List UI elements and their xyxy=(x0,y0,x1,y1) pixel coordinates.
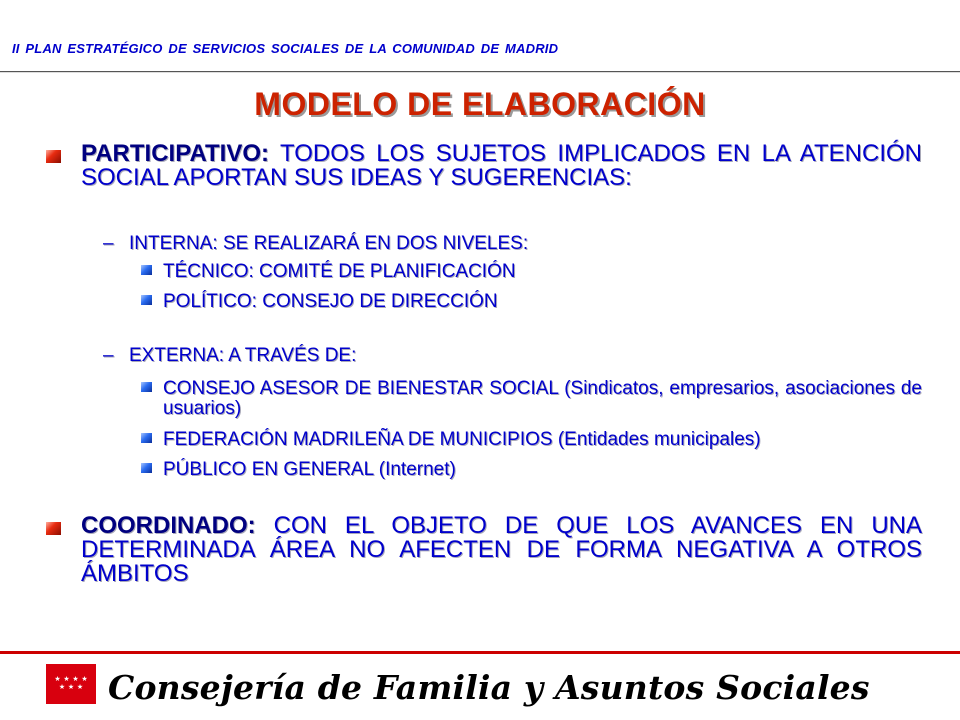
participativo-paragraph xyxy=(81,142,922,190)
square-bullet-icon xyxy=(141,433,152,443)
star-icon: ★ xyxy=(58,684,66,691)
list-item: TÉCNICO: COMITÉ DE PLANIFICACIÓN xyxy=(163,261,516,282)
footer-divider xyxy=(0,651,960,654)
star-icon: ★ xyxy=(54,676,61,683)
externa-text: EXTERNA: A TRAVÉS DE: xyxy=(129,345,357,366)
square-bullet-icon xyxy=(46,150,61,163)
square-bullet-icon xyxy=(141,463,152,473)
list-item: CONSEJO ASESOR DE BIENESTAR SOCIAL (Sindicatos, empresarios, asociaciones de usuarios) xyxy=(163,378,922,419)
star-icon: ★ xyxy=(76,684,84,691)
list-item: PÚBLICO EN GENERAL (Internet) xyxy=(163,459,456,480)
coordinado-text: CON EL OBJETO DE QUE LOS AVANCES EN UNA DETERMINADA ÁREA NO AFECTEN DE FORMA NEGATIVA A OTROS ÁMBITOS xyxy=(81,512,922,587)
interna-text: INTERNA: SE REALIZARÁ EN DOS NIVELES: xyxy=(129,233,529,254)
dash-bullet: – xyxy=(103,233,114,254)
footer-organization: Consejería de Familia y Asuntos Sociales xyxy=(108,668,870,707)
square-bullet-icon xyxy=(141,295,152,305)
participativo-label: PARTICIPATIVO: xyxy=(81,140,269,167)
externa-line xyxy=(103,345,356,367)
star-icon: ★ xyxy=(81,676,88,683)
list-item: POLÍTICO: CONSEJO DE DIRECCIÓN xyxy=(163,291,498,312)
header-divider xyxy=(0,71,960,72)
square-bullet-icon xyxy=(46,522,61,535)
coordinado-paragraph xyxy=(81,514,922,586)
star-icon: ★ xyxy=(72,676,79,683)
list-item: FEDERACIÓN MADRILEÑA DE MUNICIPIOS (Entidades municipales) xyxy=(163,429,761,450)
participativo-text: TODOS LOS SUJETOS IMPLICADOS EN LA ATENCIÓN SOCIAL APORTAN SUS IDEAS Y SUGERENCIAS: xyxy=(81,140,922,191)
slide-title: MODELO DE ELABORACIÓN xyxy=(254,86,706,122)
square-bullet-icon xyxy=(141,265,152,275)
star-icon: ★ xyxy=(67,684,75,691)
header-title: II PLAN ESTRATÉGICO DE SERVICIOS SOCIALES DE LA COMUNIDAD DE MADRID xyxy=(12,41,559,56)
dash-bullet: – xyxy=(103,345,114,366)
interna-line xyxy=(103,233,528,255)
coordinado-label: COORDINADO: xyxy=(81,512,256,539)
madrid-flag-logo xyxy=(46,664,96,704)
square-bullet-icon xyxy=(141,382,152,392)
star-icon: ★ xyxy=(63,676,70,683)
